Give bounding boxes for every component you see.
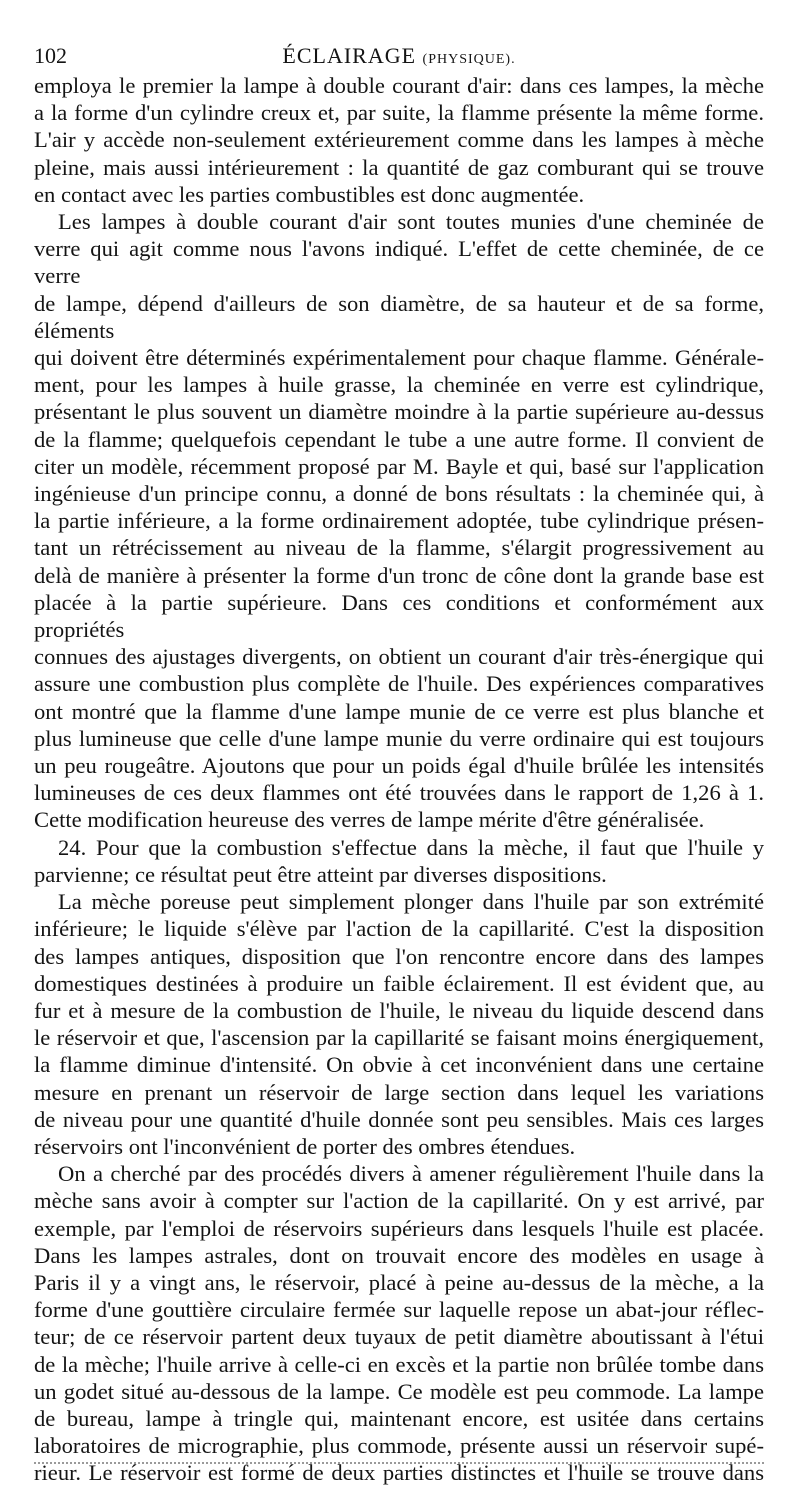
text-line: de bureau, lampe à tringle qui, maintenant encore, est usitée dans certains: [34, 1405, 764, 1431]
text-line: 24. Pour que la combustion s'effectue dans la mèche, il faut que l'huile y: [58, 834, 764, 860]
footer-rule: [34, 1462, 764, 1466]
text-line: verre qui agit comme nous l'avons indiqué. L'effet de cette cheminée, de ce verre: [34, 236, 764, 289]
text-line: assure une combustion plus complète de l'huile. Des expériences comparatives: [34, 671, 764, 697]
text-line: fur et à mesure de la combustion de l'huile, le niveau du liquide descend dans: [34, 997, 764, 1023]
paragraph: [34, 72, 764, 208]
text-line: lumineuses de ces deux flammes ont été trouvées dans le rapport de 1,26 à 1.: [34, 780, 764, 806]
text-line: ment, pour les lampes à huile grasse, la cheminée en verre est cylindrique,: [34, 372, 764, 398]
text-line: des lampes antiques, disposition que l'on rencontre encore dans des lampes: [34, 943, 764, 969]
text-line: employa le premier la lampe à double courant d'air: dans ces lampes, la mèche: [34, 73, 764, 98]
running-title-main: ÉCLAIRAGE: [282, 43, 417, 68]
text-line: de la flamme; quelquefois cependant le tube a une autre forme. Il convient de: [34, 426, 764, 452]
text-line: un peu rougeâtre. Ajoutons que pour un poids égal d'huile brûlée les intensités: [34, 753, 764, 779]
document-page: [34, 40, 764, 1487]
text-line: Les lampes à double courant d'air sont toutes munies d'une cheminée de: [58, 209, 764, 235]
text-line: un godet situé au-dessous de la lampe. Ce modèle est peu commode. La lampe: [34, 1378, 764, 1404]
paragraph: [34, 1160, 764, 1486]
text-line: ingénieuse d'un principe connu, a donné de bons résultats : la cheminée qui, à: [34, 481, 764, 507]
body-text: [34, 72, 764, 1487]
text-line: inférieure; le liquide s'élève par l'action de la capillarité. C'est la disposition: [34, 916, 764, 942]
text-line: en contact avec les parties combustibles est donc augmentée.: [34, 181, 585, 207]
text-line: L'air y accède non-seulement extérieurement comme dans les lampes à mèche: [34, 127, 764, 153]
paragraph: [34, 888, 764, 1160]
text-line: citer un modèle, récemment proposé par M. Bayle et qui, basé sur l'application: [34, 453, 764, 479]
running-title-sub: (PHYSIQUE).: [422, 52, 516, 67]
text-line: de niveau pour une quantité d'huile donnée sont peu sensibles. Mais ces larges: [34, 1106, 764, 1132]
text-line: delà de manière à présenter la forme d'un tronc de cône dont la grande base est: [34, 562, 764, 588]
text-line: teur; de ce réservoir partent deux tuyaux de petit diamètre aboutissant à l'étui: [34, 1324, 764, 1350]
text-line: de lampe, dépend d'ailleurs de son diamètre, de sa hauteur et de sa forme, éléments: [34, 290, 764, 343]
text-line: On a cherché par des procédés divers à amener régulièrement l'huile dans la: [58, 1161, 764, 1187]
text-line: la flamme diminue d'intensité. On obvie à cet inconvénient dans une certaine: [34, 1052, 764, 1078]
text-line: La mèche poreuse peut simplement plonger dans l'huile par son extrémité: [58, 889, 764, 915]
text-line: exemple, par l'emploi de réservoirs supérieurs dans lesquels l'huile est placée.: [34, 1215, 764, 1241]
text-line: Paris il y a vingt ans, le réservoir, placé à peine au-dessus de la mèche, a la: [34, 1269, 764, 1295]
text-line: de la mèche; l'huile arrive à celle-ci en excès et la partie non brûlée tombe dans: [34, 1351, 764, 1377]
text-line: plus lumineuse que celle d'une lampe munie du verre ordinaire qui est toujours: [34, 725, 764, 751]
text-line: forme d'une gouttière circulaire fermée sur laquelle repose un abat-jour réflec-: [34, 1297, 764, 1323]
paragraph: [34, 208, 764, 834]
text-line: connues des ajustages divergents, on obtient un courant d'air très-énergique qui: [34, 644, 764, 670]
text-line: placée à la partie supérieure. Dans ces conditions et conformément aux propriétés: [34, 589, 764, 643]
text-line: le réservoir et que, l'ascension par la capillarité se faisant moins énergiquement,: [34, 1025, 764, 1051]
page-number: 102: [34, 43, 67, 68]
text-line: mèche sans avoir à compter sur l'action de la capillarité. On y est arrivé, par: [34, 1188, 764, 1214]
text-line: qui doivent être déterminés expérimentalement pour chaque flamme. Générale-: [34, 345, 764, 371]
text-line: tant un rétrécissement au niveau de la flamme, s'élargit progressivement au: [34, 535, 764, 561]
text-line: ont montré que la flamme d'une lampe munie de ce verre est plus blanche et: [34, 698, 764, 724]
text-line: présentant le plus souvent un diamètre moindre à la partie supérieure au-dessus: [34, 399, 764, 425]
text-line: parvienne; ce résultat peut être atteint par diverses dispositions.: [34, 861, 607, 887]
page-header: [34, 40, 764, 72]
text-line: Cette modification heureuse des verres de lampe mérite d'être généralisée.: [34, 807, 705, 833]
text-line: rieur. Le réservoir est formé de deux parties distinctes et l'huile se trouve dans: [34, 1460, 764, 1486]
text-line: Dans les lampes astrales, dont on trouvait encore des modèles en usage à: [34, 1242, 764, 1268]
text-line: pleine, mais aussi intérieurement : la quantité de gaz comburant qui se trouve: [34, 154, 764, 180]
text-line: domestiques destinées à produire un faible éclairement. Il est évident que, au: [34, 970, 764, 996]
text-line: a la forme d'un cylindre creux et, par suite, la flamme présente la même forme.: [34, 100, 764, 126]
text-line: laboratoires de micrographie, plus commode, présente aussi un réservoir supé-: [34, 1433, 764, 1459]
text-line: mesure en prenant un réservoir de large section dans lequel les variations: [34, 1079, 764, 1105]
text-line: réservoirs ont l'inconvénient de porter des ombres étendues.: [34, 1133, 576, 1159]
running-title: [34, 40, 764, 76]
paragraph: [34, 834, 764, 888]
text-line: la partie inférieure, a la forme ordinairement adoptée, tube cylindrique présen-: [34, 508, 764, 534]
